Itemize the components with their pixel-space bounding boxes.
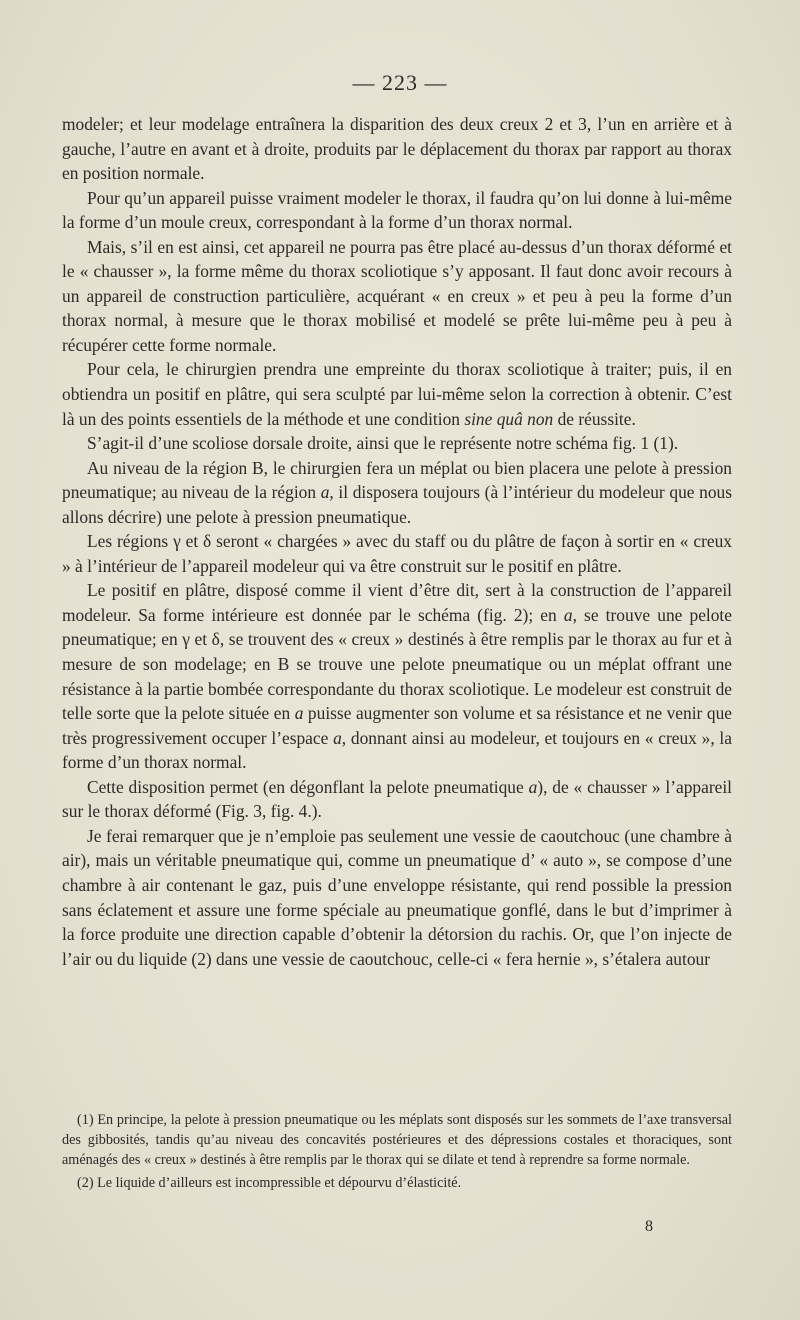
region-letter: a [333, 727, 342, 748]
paragraph: Je ferai remarquer que je n’emploie pas seulement une vessie de caoutchouc (une chambre à air), mais un véritable pneumatique qui, comme un pneumatique d’ « auto », se compose d’une chambre à air contenant le gaz, puis d’une enveloppe résistante, qui rend possible la pression sans éclatement et assure une forme spéciale au pneumatique gonflé, dans le but d’imprimer à la force produite une direction capable d’obtenir la détorsion du rachis. Or, que l’on injecte de l’air ou du liquide (2) dans une vessie de caoutchouc, celle-ci « fera hernie », s’étalera autour [62, 825, 732, 969]
text-run: Le positif en plâtre, disposé comme il vient d’être dit, sert à la construction de l’appareil modeleur. Sa forme intérieure est donnée par le schéma (fig. 2); en [62, 580, 732, 625]
region-letter: a [320, 482, 330, 503]
footnotes [62, 1110, 732, 1193]
paragraph: Les régions γ et δ seront « chargées » avec du staff ou du plâtre de façon à sortir en « creux » à l’intérieur de l’appareil modeleur qui va être construit sur le positif en plâtre. [62, 531, 732, 576]
paragraph: Mais, s’il en est ainsi, cet appareil ne pourra pas être placé au-dessus d’un thorax déformé et le « chausser », la forme même du thorax scoliotique s’y apposant. Il faut donc avoir recours à un appareil de construction particulière, acquérant « en creux » et peu à peu la forme d’un thorax normal, à mesure que le thorax mobilisé et modelé se prête lui-même peu à peu à récupérer cette forme normale. [62, 236, 732, 355]
latin-phrase: sine quâ non [464, 408, 554, 429]
text-run: puisse augmenter son volume et sa résistance et ne venir que très progressivement occuper l’espace [62, 703, 732, 748]
text-run: , il disposera toujours (à l’intérieur du modeleur que nous allons décrire) une pelote à pression pneumatique. [62, 482, 732, 527]
text-run: , se trouve une pelote pneumatique; en γ et δ, se trouvent des « creux » destinés à être remplis par le thorax au fur et à mesure de son modelage; en B se trouve une pelote pneumatique ou un méplat offrant une résistance à la partie bombée correspondante du thorax scoliotique. Le modeleur est construit de telle sorte que la pelote située en [62, 604, 732, 724]
signature-mark: 8 [645, 1218, 653, 1235]
paragraph: S’agit-il d’une scoliose dorsale droite, ainsi que le représente notre schéma fig. 1 (1). [87, 433, 679, 454]
footnote-1: (1) En principe, la pelote à pression pneumatique ou les méplats sont disposés sur les sommets de l’axe transversal des gibbosités, tandis qu’au niveau des concavités postérieures et des dépressions costales et thoraciques, sont aménagés des « creux » destinés à être remplis par le thorax qui se dilate et tend à reprendre sa forme normale. [62, 1112, 732, 1168]
text-run: , donnant ainsi au modeleur, et toujours en « creux », la forme d’un thorax normal. [62, 727, 732, 773]
paragraph [62, 456, 732, 530]
region-letter: a [528, 776, 538, 797]
footnote-2: (2) Le liquide d’ailleurs est incompressible et dépourvu d’élasticité. [77, 1175, 462, 1191]
text-run: Au niveau de la région B, le chirurgien fera un méplat ou bien placera une pelote à pression pneumatique; au niveau de la région [62, 457, 732, 503]
text-run: Pour cela, le chirurgien prendra une empreinte du thorax scoliotique à traiter; puis, il en obtiendra un positif en plâtre, qui sera sculpté par lui-même selon la correction à obtenir. C’est là un des points essentiels de la méthode et une condition [62, 359, 732, 429]
paragraph [62, 578, 732, 774]
text-run: ), de « chausser » l’appareil sur le thorax déformé (Fig. 3, fig. 4.). [62, 776, 732, 822]
page-number: — 223 — [352, 70, 448, 95]
text-run: de réussite. [557, 408, 636, 429]
region-letter: a [563, 604, 573, 625]
text-run: Cette disposition permet (en dégonflant la pelote pneumatique [87, 776, 524, 797]
paragraph [62, 357, 732, 431]
body-text [62, 112, 732, 971]
region-letter: a [294, 703, 304, 724]
paragraph: Pour qu’un appareil puisse vraiment modeler le thorax, il faudra qu’on lui donne à lui-même la forme d’un moule creux, correspondant à la forme d’un thorax normal. [62, 187, 732, 233]
paragraph [62, 775, 732, 824]
paragraph: modeler; et leur modelage entraînera la disparition des deux creux 2 et 3, l’un en arrière et à gauche, l’autre en avant et à droite, produits par le déplacement du thorax par rapport au thorax en position normale. [62, 114, 732, 184]
